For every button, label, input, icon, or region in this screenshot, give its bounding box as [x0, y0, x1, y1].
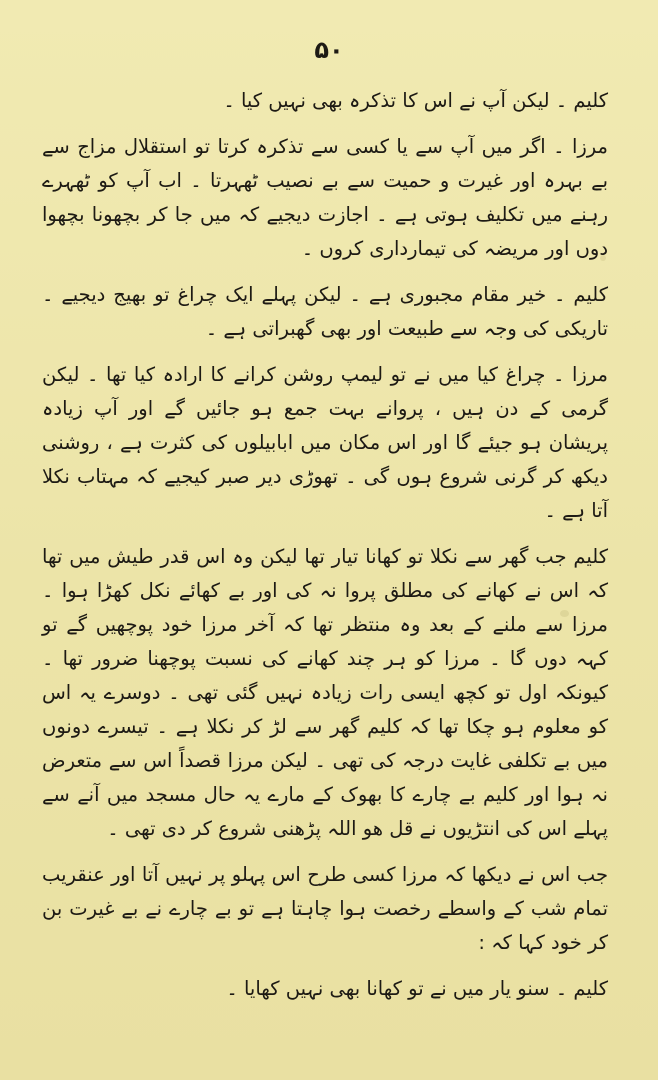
paragraph-7: کلیم ۔ سنو یار میں نے تو کھانا بھی نہیں کھایا ۔	[226, 977, 608, 1000]
page-number: ۵۰	[314, 36, 344, 64]
paragraph-1: کلیم ۔ لیکن آپ نے اس کا تذکرہ بھی نہیں کیا ۔	[223, 89, 608, 112]
paragraph-3: کلیم ۔ خیر مقام مجبوری ہے ۔ لیکن پہلے ایک چراغ تو بھیج دیجیے ۔ تاریکی کی وجہ سے طبیعت اور بھی گھبراتی ہے ۔	[42, 283, 608, 340]
paragraph-6: جب اس نے دیکھا کہ مرزا کسی طرح اس پہلو پر نہیں آتا اور عنقریب تمام شب کے واسطے رخصت ہوا چاہتا ہے تو بے چارے نے بے غیرت بن کر خود کہا کہ :	[42, 863, 608, 954]
paragraph-5: کلیم جب گھر سے نکلا تو کھانا تیار تھا لیکن وہ اس قدر طیش میں تھا کہ اس نے کھانے کی مطلق پروا نہ کی اور بے کھائے نکل کھڑا ہوا ۔ مرزا سے ملنے کے بعد وہ منتظر تھا کہ آخر مرزا خود پوچھیں گے تو کہہ دوں گا ۔ مرزا کو ہر چند کھانے کی نسبت پوچھنا ضرور تھا ۔ کیونکہ اول تو کچھ ایسی رات زیادہ نہیں گئی تھی ۔ دوسرے یہ اس کو معلوم ہو چکا تھا کہ کلیم گھر سے لڑ کر نکلا ہے ۔ تیسرے دونوں میں بے تکلفی غایت درجہ کی تھی ۔ لیکن مرزا قصداً اس سے متعرض نہ ہوا اور کلیم بے چارے کا بھوک کے مارے یہ حال مسجد میں آنے سے پہلے اس کی انتڑیوں نے قل ھو اللہ پڑھنی شروع کر دی تھی ۔	[42, 545, 608, 840]
paragraph-2: مرزا ۔ اگر میں آپ سے یا کسی سے تذکرہ کرتا تو استقلال مزاج سے بے بہرہ اور غیرت و حمیت سے بے نصیب ٹھہرتا ۔ اب آپ کو ٹھہرے رہنے میں تکلیف ہوتی ہے ۔ اجازت دیجیے کہ میں جا کر بچھونا بچھوا دوں اور مریضہ کی تیمارداری کروں ۔	[42, 135, 608, 260]
paragraph-4: مرزا ۔ چراغ کیا میں نے تو لیمپ روشن کرانے کا ارادہ کیا تھا ۔ لیکن گرمی کے دن ہیں ، پروانے بہت جمع ہو جائیں گے اور آپ زیادہ پریشان ہو جیئے گا اور اس مکان میں ابابیلوں کی کثرت ہے ، روشنی دیکھ کر گرنی شروع ہوں گی ۔ تھوڑی دیر صبر کیجیے کہ مہتاب نکلا آتا ہے ۔	[42, 363, 608, 522]
page-text	[42, 84, 608, 1018]
